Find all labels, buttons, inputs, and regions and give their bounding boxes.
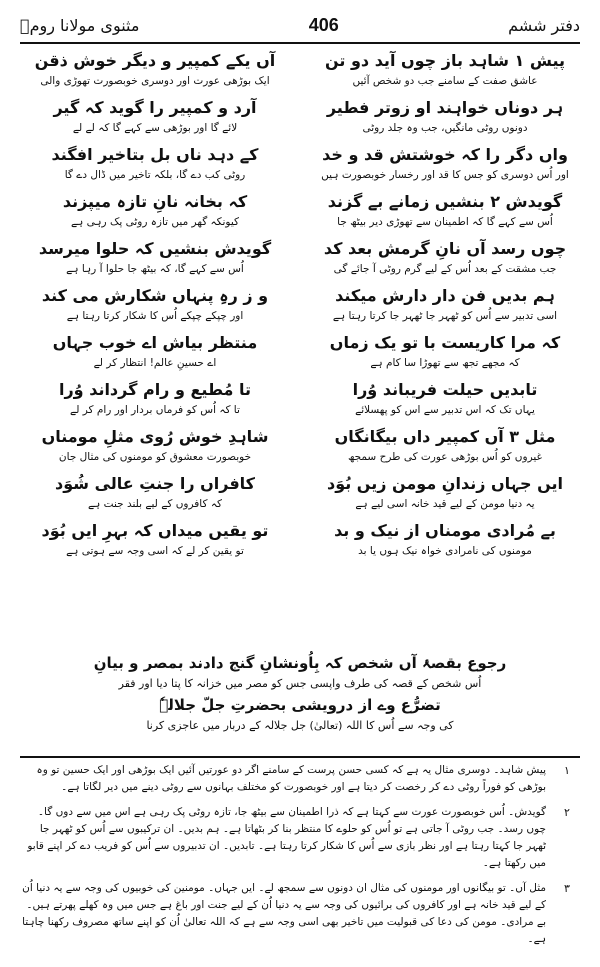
translation-right: اسی تدبیر سے اُس کو ٹھہر جا ٹھہر جا کرتا رہتا ہے (332, 310, 558, 322)
footnote-marker: ۳ (564, 882, 570, 895)
couplet (20, 520, 580, 567)
couplet (20, 379, 580, 426)
verse-left: شاہدِ خوش رُوی مثلِ مومناں (41, 427, 269, 446)
translation-left: اے حسینِ عالم! انتظار کر لے (93, 357, 217, 369)
couplet (20, 332, 580, 379)
section-title-1: رجوع بقصۂ آں شخص کہ بِاُونشانِ گنج دادند بمصر و بیانِ (93, 654, 507, 672)
volume-label: دفتر ششم (508, 15, 580, 35)
verse-right: ہم بدیں فن دار دارش میکند (335, 286, 555, 305)
translation-left: اُس سے کہے گا، کہ بیٹھ جا حلوا آ رہا ہے (66, 263, 244, 275)
section-translation-2: کی وجہ سے اُس کا اللہ (تعالیٰ) جل جلالہ کے دربار میں عاجزی کرنا (146, 719, 454, 732)
header-divider (20, 42, 580, 44)
verse-right: واں دگر را کہ خوشتش قد و خد (322, 145, 568, 164)
page-header (20, 10, 580, 40)
translation-right: یہاں تک کہ اس تدبیر سے اس کو پھسلائے (355, 404, 535, 416)
translation-left: تو یقین کر لے کہ اسی وجہ سے ہوتی ہے (66, 545, 244, 557)
footnote-text: گویدش۔ اُس خوبصورت عورت سے کہتا ہے کہ ذرا اطمینان سے بیٹھ جا، تازہ روٹی پک رہی ہے اس میں سے دوں گا۔ چوں رسد۔ جب روٹی آ جاتی ہے تو اُس کو حلوے کا منتظر بنا کر بٹھاتا ہے۔ ہم بدیں۔ ان ترکیبوں سے اُس کو ٹھہر جا ٹھہر جا کہتا رہتا ہے اور نظر بازی سے اُس کا شکار کرتا رہتا ہے۔ تابدیں۔ ان تدبیروں سے اُس کو فریب دے کر اپنے قابو میں رکھتا ہے۔ (27, 806, 546, 869)
verse-right: گویدش ۲ بنشیں زمانے بے گزند (327, 192, 563, 211)
verse-left: کافراں را جنتِ عالی شُوَد (55, 474, 255, 493)
section-translation-1: اُس شخص کے قصہ کی طرف واپسی جس کو مصر میں خزانہ کا پتا دیا اور فقر (118, 677, 482, 690)
section-title-2: تضرُّع وے از درویشی بحضرتِ جلّ جلالہٗ (159, 696, 441, 714)
verse-left: آرد و کمپیر را گوید کہ گیر (53, 98, 257, 117)
couplet (20, 285, 580, 332)
verse-left: تو یقیں میداں کہ بہرِ ایں بُوَد (41, 521, 269, 540)
translation-right: کہ مجھے تجھ سے تھوڑا سا کام ہے (370, 357, 520, 369)
translation-right: اور اُس دوسری کو جس کا قد اور رخسار خوبصورت ہیں (321, 169, 569, 181)
translation-right: مومنوں کی نامرادی خواہ نیک ہوں یا بد (358, 545, 532, 557)
verse-left: گویدش بنشیں کہ حلوا میرسد (38, 239, 272, 258)
translation-left: کیونکہ گھر میں تازہ روٹی پک رہی ہے (70, 216, 239, 228)
verse-right: کہ مرا کاریست با تو یک زماں (329, 333, 561, 352)
footnote (20, 762, 580, 796)
verse-section (20, 50, 580, 670)
translation-right: یہ دنیا مومن کے لیے قید خانہ اسی لیے ہے (355, 498, 535, 510)
verse-left: کہ بخانہ نانِ تازہ میپزند (62, 192, 248, 211)
footnote-text: پیش شاہد۔ دوسری مثال یہ ہے کہ کسی حسن پرست کے سامنے اگر دو عورتیں آئیں ایک بوڑھی اور ایک حسین تو وہ بوڑھی کو فوراً روٹی دے کر رخصت کر دیتا ہے اور خوبصورت کو مختلف بہانوں سے روٹی دینے میں دیر لگاتا ہے۔ (36, 764, 546, 793)
couplet (20, 238, 580, 285)
translation-left: اور چپکے چپکے اُس کا شکار کرتا رہتا ہے (66, 310, 244, 322)
footnote-marker: ۱ (564, 764, 570, 777)
footnotes (20, 762, 580, 956)
translation-right: غیروں کو اُس بوڑھی عورت کی طرح سمجھ (347, 451, 543, 463)
verse-right: چوں رسد آں نانِ گرمش بعد کد (323, 239, 567, 258)
verse-right: ایں جہاں زندانِ مومن زیں بُوَد (326, 474, 564, 493)
book-title: مثنوی مولانا رومؒ (20, 15, 140, 35)
verse-right: ہر دوناں خواہند او زوتر فطیر (326, 98, 564, 117)
verse-right: تابدیں حیلت فریباند وُرا (352, 380, 538, 399)
couplet (20, 97, 580, 144)
translation-right: عاشق صفت کے سامنے جب دو شخص آئیں (352, 75, 538, 87)
translation-right: جب مشقت کے بعد اُس کے لیے گرم روٹی آ جائے گی (333, 263, 557, 275)
verse-left: تا مُطیع و رام گرداند وُرا (58, 380, 252, 399)
translation-left: لائے گا اور بوڑھی سے کہے گا کہ لے لے (72, 122, 238, 134)
verse-right: بے مُرادی مومناں از نیک و بد (334, 521, 556, 540)
footnote (20, 804, 580, 872)
translation-left: ایک بوڑھی عورت اور دوسری خوبصورت تھوڑی والی (40, 75, 270, 87)
verse-left: کے دہد ناں بل بتاخیر افگند (51, 145, 259, 164)
footnote (20, 880, 580, 948)
couplet (20, 144, 580, 191)
verse-left: و ز رہِ پنہاں شکارش می کند (41, 286, 269, 305)
footnote-text: مثل آں۔ تو بیگانوں اور مومنوں کی مثال ان دونوں سے سمجھ لے۔ ایں جہاں۔ مومنین کی خوبیوں کی وجہ سے یہ دنیا اُن کے لیے قید خانہ ہے اور کافروں کی برائیوں کی وجہ سے یہ دنیا اُن کے لیے جنت اور باغ ہے جس میں وہ کھلے پھرتے ہیں۔ بے مرادی۔ مومن کی دعا کی قبولیت میں تاخیر بھی اسی وجہ سے ہے کہ اللہ تعالیٰ اُن کو اپنے ساتھ مصروف رکھنا چاہتا ہے۔ (22, 882, 546, 945)
couplet (20, 191, 580, 238)
section-heading (20, 652, 580, 736)
translation-left: خوبصورت معشوق کو مومنوں کی مثال جان (58, 451, 252, 463)
footnote-divider (20, 756, 580, 758)
footnote-marker: ۲ (564, 806, 570, 819)
translation-left: تا کہ اُس کو فرماں بردار اور رام کر لے (70, 404, 240, 416)
translation-right: دونوں روٹی مانگیں، جب وہ جلد روٹی (362, 122, 528, 134)
translation-left: کہ کافروں کے لیے بلند جنت ہے (88, 498, 222, 510)
translation-right: اُس سے کہے گا کہ اطمینان سے تھوڑی دیر بیٹھ جا (337, 216, 553, 228)
page-number: 406 (308, 14, 339, 35)
verse-left: آں یکے کمپیر و دیگر خوش ذقن (34, 51, 276, 70)
verse-right: مثل ۳ آں کمپیر داں بیگانگاں (334, 427, 556, 446)
translation-left: روٹی کب دے گا، بلکہ تاخیر میں ڈال دے گا (64, 169, 246, 181)
couplet (20, 473, 580, 520)
verse-right: پیش ۱ شاہد باز چوں آید دو تن (324, 51, 566, 70)
couplet (20, 50, 580, 97)
couplet (20, 426, 580, 473)
verse-left: منتظر بیاش اے خوب جہاں (52, 333, 258, 352)
